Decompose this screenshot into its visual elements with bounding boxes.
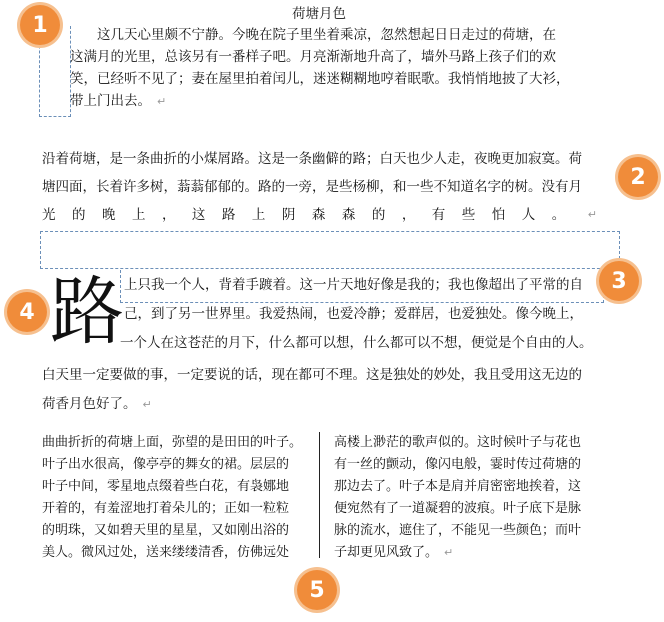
paragraph-mark: ↵	[587, 208, 597, 221]
column-right	[334, 432, 604, 564]
column-right-line: 脉的流水，遮住了，不能见一些颜色；而叶	[334, 523, 582, 538]
column-right-line: 便宛然有了一道凝碧的波痕。叶子底下是脉	[334, 501, 582, 516]
para1-line: 这满月的光里，总该另有一番样子吧。月亮渐渐地升高了，墙外马路上孩子们的欢	[70, 49, 556, 65]
para2-line: 塘四面，长着许多树，蓊蓊郁郁的。路的一旁，是些杨柳，和一些不知道名字的树。没有月	[42, 179, 582, 195]
column-left	[42, 432, 312, 564]
callout-badge-2: 2	[618, 157, 658, 197]
paragraph-3	[120, 271, 604, 358]
para2-spread-line: 光 的 晚 上 ， 这 路 上 阴 森 森 的 ， 有 些 怕 人 。 ↵	[42, 201, 597, 229]
column-left-line: 开着的，有羞涩地打着朵儿的；正如一粒粒	[42, 501, 290, 516]
column-right-line: 子却更见风致了。 ↵	[334, 545, 454, 560]
document-title: 荷塘月色	[292, 6, 346, 22]
column-right-line: 那边去了。叶子本是肩并肩密密地挨着，这	[334, 479, 582, 494]
callout-badge-3: 3	[599, 261, 639, 301]
paragraph-3-continued	[42, 361, 602, 419]
paragraph-2	[42, 145, 602, 229]
para3-line: 荷香月色好了。 ↵	[42, 396, 152, 412]
paragraph-mark: ↵	[157, 95, 167, 108]
paragraph-mark: ↵	[142, 398, 152, 411]
column-right-line: 高楼上渺茫的歌声似的。这时候叶子与花也	[334, 435, 582, 450]
paragraph-1	[70, 24, 590, 113]
para1-line: 笑，已经听不见了；妻在屋里拍着闰儿，迷迷糊糊地哼着眠歌。我悄悄地披了大衫，	[70, 71, 570, 87]
para3-line: 己，到了另一世界里。我爱热闹，也爱冷静；爱群居，也爱独处。像今晚上，	[124, 306, 583, 322]
para3-line: 一个人在这苍茫的月下，什么都可以想，什么都可以不想，便觉是个自由的人。	[120, 335, 593, 351]
callout-badge-4: 4	[7, 292, 47, 332]
para1-line: 这几天心里颇不宁静。今晚在院子里坐着乘凉，忽然想起日日走过的荷塘，在	[97, 27, 556, 43]
drop-cap: 路	[50, 269, 124, 355]
paragraph-mark: ↵	[444, 546, 454, 559]
column-left-line: 美人。微风过处，送来缕缕清香，仿佛远处	[42, 545, 290, 560]
column-left-line: 曲曲折折的荷塘上面，弥望的是田田的叶子。	[42, 435, 303, 450]
callout-badge-1: 1	[20, 5, 60, 45]
para2-line: 沿着荷塘，是一条曲折的小煤屑路。这是一条幽僻的路；白天也少人走，夜晚更加寂寞。荷	[42, 151, 582, 167]
column-left-line: 叶子出水很高，像亭亭的舞女的裙。层层的	[42, 457, 290, 472]
para3-line: 白天里一定要做的事，一定要说的话，现在都可不理。这是独处的妙处，我且受用这无边的	[42, 367, 582, 383]
empty-frame-box[interactable]	[40, 231, 620, 269]
callout-badge-5: 5	[297, 570, 337, 610]
para3-line: 上只我一个人，背着手踱着。这一片天地好像是我的；我也像超出了平常的自	[124, 277, 583, 293]
column-left-line: 的明珠，又如碧天里的星星，又如刚出浴的	[42, 523, 290, 538]
column-divider	[319, 432, 320, 558]
column-left-line: 叶子中间，零星地点缀着些白花，有袅娜地	[42, 479, 290, 494]
para1-line: 带上门出去。 ↵	[70, 93, 167, 109]
column-right-line: 有一丝的颤动，像闪电般，霎时传过荷塘的	[334, 457, 582, 472]
